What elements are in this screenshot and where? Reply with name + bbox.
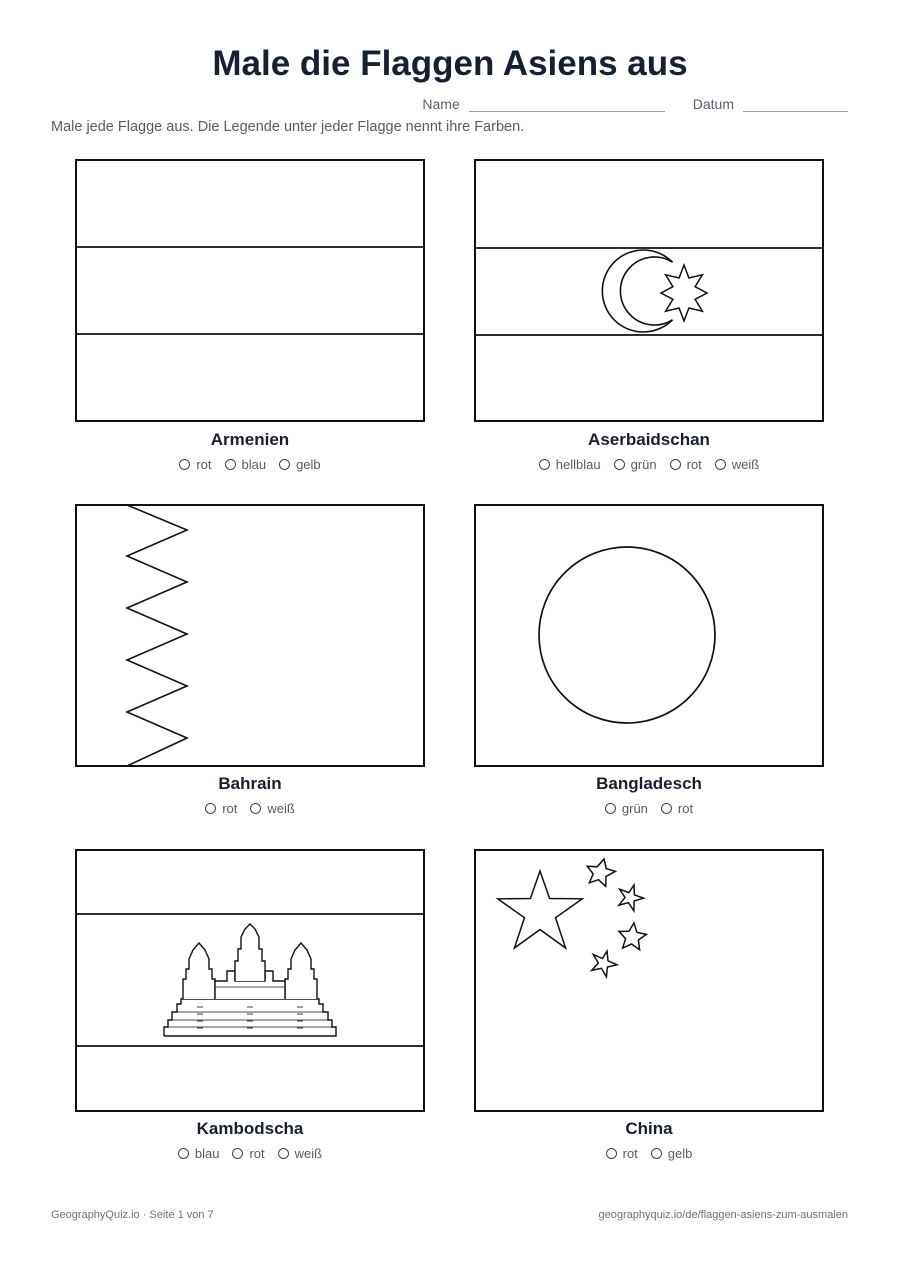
color-swatch-icon [279, 459, 290, 470]
color-swatch-icon [232, 1148, 243, 1159]
flag-name-azerbaijan: Aserbaidschan [588, 430, 710, 449]
color-swatch-icon [614, 459, 625, 470]
legend-item: blau [225, 457, 267, 472]
color-swatch-icon [225, 459, 236, 470]
date-label: Datum [692, 96, 734, 112]
legend-item: grün [605, 801, 648, 816]
name-date-row [422, 96, 848, 112]
legend-bangladesh [474, 801, 824, 816]
color-swatch-icon [651, 1148, 662, 1159]
legend-china [474, 1146, 824, 1161]
legend-item: rot [232, 1146, 264, 1161]
legend-item: rot [606, 1146, 638, 1161]
color-swatch-icon [250, 803, 261, 814]
color-swatch-icon [661, 803, 672, 814]
color-swatch-icon [605, 803, 616, 814]
legend-item: weiß [278, 1146, 322, 1161]
flag-name-bahrain: Bahrain [218, 774, 282, 793]
flag-bangladesh[interactable] [474, 504, 824, 767]
legend-azerbaijan [474, 457, 824, 472]
legend-item: rot [179, 457, 211, 472]
legend-item: gelb [279, 457, 321, 472]
name-field[interactable] [469, 97, 665, 112]
legend-item: blau [178, 1146, 220, 1161]
footer-left: GeographyQuiz.io · Seite 1 von 7 [51, 1209, 214, 1221]
color-swatch-icon [539, 459, 550, 470]
color-swatch-icon [178, 1148, 189, 1159]
flag-armenia[interactable] [75, 159, 425, 422]
legend-item: rot [670, 457, 702, 472]
legend-item: grün [614, 457, 657, 472]
legend-item: weiß [715, 457, 759, 472]
flag-name-bangladesh: Bangladesch [596, 774, 702, 793]
legend-bahrain [75, 801, 425, 816]
color-swatch-icon [670, 459, 681, 470]
legend-item: gelb [651, 1146, 693, 1161]
legend-cambodia [75, 1146, 425, 1161]
flag-name-china: China [625, 1119, 673, 1138]
legend-item: weiß [250, 801, 294, 816]
legend-item: rot [661, 801, 693, 816]
color-swatch-icon [179, 459, 190, 470]
flag-azerbaijan[interactable] [474, 159, 824, 422]
date-field[interactable] [743, 97, 848, 112]
flag-china[interactable] [474, 849, 824, 1112]
page-title: Male die Flaggen Asiens aus [212, 44, 688, 83]
footer-url[interactable]: geographyquiz.io/de/flaggen-asiens-zum-ausmalen [598, 1209, 848, 1221]
flag-cambodia[interactable] [75, 849, 425, 1112]
legend-item: rot [205, 801, 237, 816]
instruction-text: Male jede Flagge aus. Die Legende unter jeder Flagge nennt ihre Farben. [51, 119, 525, 135]
color-swatch-icon [278, 1148, 289, 1159]
legend-item: hellblau [539, 457, 601, 472]
flag-name-cambodia: Kambodscha [196, 1119, 304, 1138]
color-swatch-icon [715, 459, 726, 470]
flag-bahrain[interactable] [75, 504, 425, 767]
legend-armenia [75, 457, 425, 472]
color-swatch-icon [205, 803, 216, 814]
color-swatch-icon [606, 1148, 617, 1159]
name-label: Name [422, 96, 460, 112]
flag-name-armenia: Armenien [210, 430, 290, 449]
